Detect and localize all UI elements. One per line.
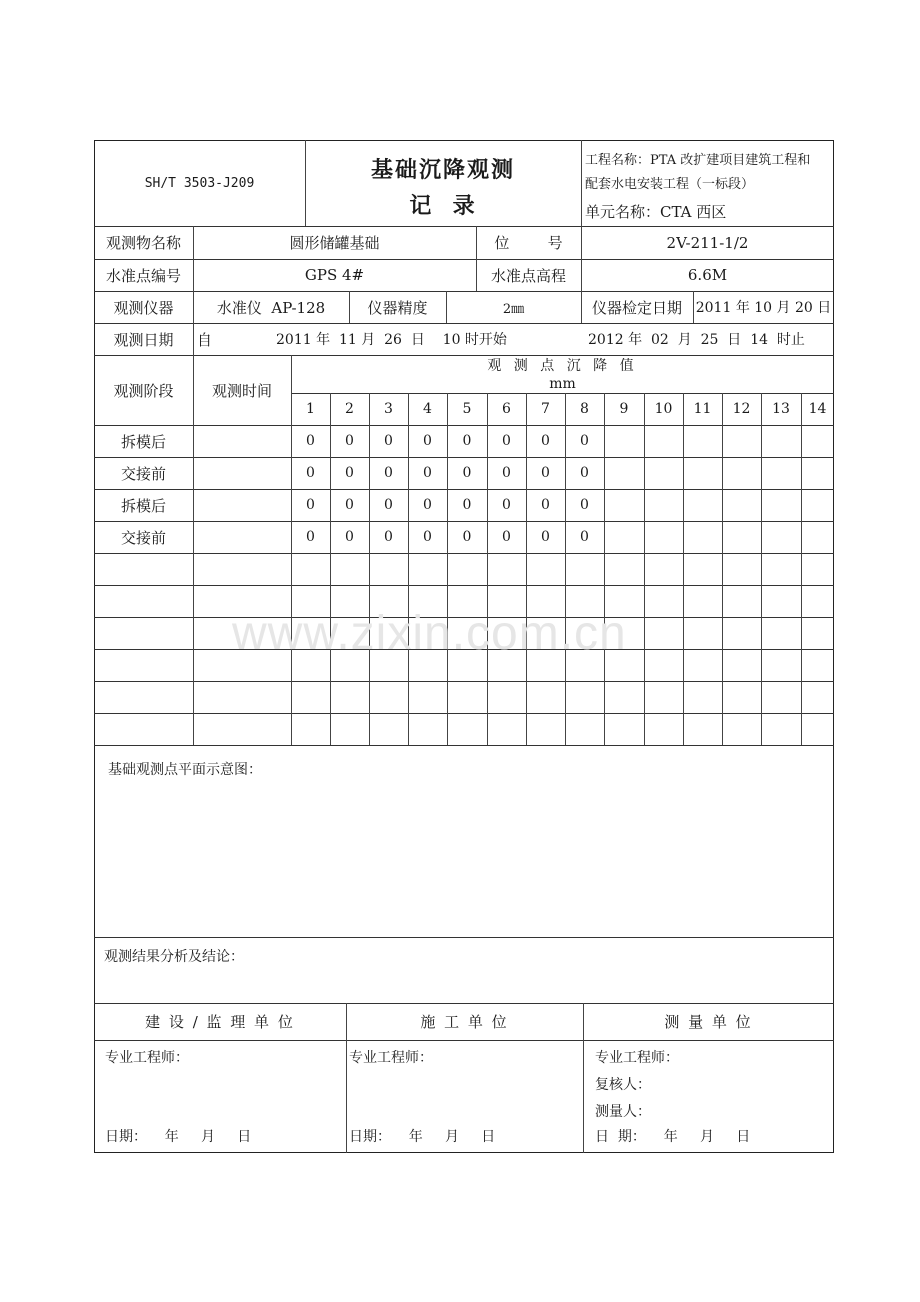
settlement-value-cell[interactable] [565, 713, 604, 745]
settlement-value-cell[interactable] [722, 617, 761, 649]
sketch-label: 基础观测点平面示意图： [108, 762, 262, 778]
settlement-value-cell[interactable] [722, 713, 761, 745]
time-cell[interactable] [193, 425, 291, 457]
point-number-header: 6 [502, 401, 511, 417]
settlement-value-cell[interactable]: 0 [502, 497, 511, 513]
settlement-value-cell[interactable]: 0 [541, 497, 550, 513]
settlement-value-cell[interactable] [604, 489, 644, 521]
settlement-value-cell[interactable] [565, 681, 604, 713]
settlement-value-cell[interactable] [761, 553, 801, 585]
settlement-value-cell[interactable]: 0 [384, 497, 393, 513]
settlement-value-cell[interactable] [330, 585, 369, 617]
row-divider [94, 745, 834, 746]
settlement-value-cell[interactable]: 0 [462, 433, 472, 449]
settlement-value-cell[interactable] [644, 425, 683, 457]
settlement-value-cell[interactable] [447, 649, 487, 681]
settlement-value-cell[interactable] [761, 617, 801, 649]
settlement-value-cell[interactable] [487, 553, 526, 585]
settlement-value-cell[interactable] [644, 521, 683, 553]
settlement-value-cell[interactable] [447, 585, 487, 617]
settlement-value-cell[interactable] [722, 521, 761, 553]
position-label: 位 号 [494, 234, 563, 252]
settlement-value-cell[interactable] [683, 457, 722, 489]
client-engineer-label: 专业工程师： [105, 1050, 189, 1066]
row-divider [94, 937, 834, 938]
unit-label: mm [549, 376, 576, 392]
settlement-value-cell[interactable] [447, 713, 487, 745]
settlement-value-cell[interactable] [487, 713, 526, 745]
settlement-value-cell[interactable]: 0 [345, 497, 354, 513]
settlement-value-cell[interactable] [291, 553, 330, 585]
settlement-value-cell[interactable] [761, 457, 801, 489]
values-header: 观 测 点 沉 降 值 [487, 358, 638, 374]
settlement-value-cell[interactable] [761, 425, 801, 457]
stage-cell[interactable]: 交接前 [120, 464, 166, 483]
form-title-line2: 记 录 [409, 192, 477, 219]
settlement-value-cell[interactable] [604, 681, 644, 713]
form-title: 基础沉降观测 [370, 156, 515, 183]
settlement-value-cell[interactable]: 0 [306, 433, 315, 449]
time-cell[interactable] [193, 681, 291, 713]
settlement-value-cell[interactable] [683, 553, 722, 585]
settlement-value-cell[interactable]: 0 [384, 465, 393, 481]
settlement-value-cell[interactable] [683, 585, 722, 617]
elevation-label: 水准点高程 [490, 266, 566, 285]
client-date-label: 日期： 年 月 日 [105, 1129, 252, 1145]
settlement-value-cell[interactable] [604, 617, 644, 649]
settlement-value-cell[interactable] [644, 585, 683, 617]
settlement-value-cell[interactable] [604, 521, 644, 553]
calibration-label: 仪器检定日期 [591, 298, 682, 317]
settlement-value-cell[interactable] [604, 457, 644, 489]
settlement-value-cell[interactable] [761, 649, 801, 681]
settlement-value-cell[interactable]: 0 [462, 497, 472, 513]
date-end: 2012 年 02 月 25 日 14 时止 [588, 332, 805, 348]
reviewer-label: 复核人： [595, 1077, 651, 1093]
analysis-area[interactable] [96, 970, 832, 1002]
point-number-header: 13 [772, 401, 790, 417]
calibration-value: 2011 年 10 月 20 日 [695, 300, 832, 316]
settlement-value-cell[interactable] [408, 681, 447, 713]
settlement-value-cell[interactable] [291, 649, 330, 681]
settlement-value-cell[interactable] [408, 617, 447, 649]
time-cell[interactable] [193, 521, 291, 553]
object-value: 圆形储罐基础 [289, 234, 380, 252]
instrument-label: 观测仪器 [113, 298, 174, 317]
settlement-value-cell[interactable] [526, 553, 565, 585]
settlement-value-cell[interactable] [801, 457, 834, 489]
settlement-value-cell[interactable] [801, 617, 834, 649]
settlement-value-cell[interactable]: 0 [306, 497, 315, 513]
point-number-header: 5 [462, 401, 472, 417]
stage-cell[interactable] [94, 713, 193, 745]
point-number-header: 10 [654, 401, 673, 417]
settlement-value-cell[interactable]: 0 [541, 433, 550, 449]
settlement-value-cell[interactable] [722, 553, 761, 585]
settlement-value-cell[interactable] [447, 617, 487, 649]
settlement-value-cell[interactable] [330, 617, 369, 649]
settlement-value-cell[interactable]: 0 [345, 433, 354, 449]
settlement-value-cell[interactable] [526, 681, 565, 713]
sketch-area[interactable] [96, 784, 832, 934]
settlement-value-cell[interactable]: 0 [580, 529, 589, 545]
settlement-value-cell[interactable] [683, 681, 722, 713]
time-cell[interactable] [193, 457, 291, 489]
settlement-value-cell[interactable] [604, 425, 644, 457]
settlement-value-cell[interactable] [761, 521, 801, 553]
settlement-value-cell[interactable]: 0 [384, 433, 393, 449]
settlement-value-cell[interactable]: 0 [345, 529, 354, 545]
settlement-value-cell[interactable]: 0 [423, 497, 432, 513]
settlement-value-cell[interactable]: 0 [423, 465, 432, 481]
settlement-value-cell[interactable] [526, 617, 565, 649]
settlement-value-cell[interactable] [369, 617, 408, 649]
settlement-value-cell[interactable] [369, 553, 408, 585]
precision-label: 仪器精度 [367, 298, 428, 317]
stage-header: 观测阶段 [113, 381, 174, 400]
stage-cell[interactable] [94, 681, 193, 713]
precision-value: 2㎜ [502, 301, 525, 317]
settlement-value-cell[interactable] [565, 617, 604, 649]
settlement-value-cell[interactable] [330, 681, 369, 713]
settlement-value-cell[interactable]: 0 [306, 465, 315, 481]
settlement-value-cell[interactable] [761, 585, 801, 617]
point-number-header: 1 [306, 401, 315, 417]
time-cell[interactable] [193, 713, 291, 745]
client-supervisor-header: 建 设 / 监 理 单 位 [145, 1013, 295, 1031]
point-number-header: 12 [732, 401, 751, 417]
stage-cell[interactable] [94, 553, 193, 585]
settlement-value-cell[interactable] [487, 649, 526, 681]
settlement-value-cell[interactable] [369, 649, 408, 681]
settlement-value-cell[interactable] [330, 713, 369, 745]
settlement-value-cell[interactable] [604, 585, 644, 617]
stage-cell[interactable] [94, 585, 193, 617]
settlement-value-cell[interactable] [801, 553, 834, 585]
settlement-value-cell[interactable] [408, 713, 447, 745]
row-divider [94, 1040, 834, 1041]
project-name-continued: 配套水电安装工程（一标段） [585, 176, 755, 192]
settlement-value-cell[interactable] [722, 649, 761, 681]
point-number-header: 14 [808, 401, 827, 417]
contractor-header: 施 工 单 位 [420, 1013, 509, 1031]
settlement-value-cell[interactable] [722, 681, 761, 713]
settlement-value-cell[interactable] [447, 681, 487, 713]
survey-engineer-label: 专业工程师： [595, 1050, 679, 1066]
time-cell[interactable] [193, 585, 291, 617]
instrument-value: 水准仪 AP-128 [216, 298, 326, 317]
settlement-value-cell[interactable] [369, 585, 408, 617]
date-start: 2011 年 11 月 26 日 10 时开始 [276, 332, 507, 348]
settlement-value-cell[interactable]: 0 [345, 465, 354, 481]
surveyor-label: 测量人： [595, 1104, 651, 1120]
settlement-value-cell[interactable] [722, 585, 761, 617]
settlement-value-cell[interactable] [644, 649, 683, 681]
settlement-value-cell[interactable] [644, 617, 683, 649]
settlement-value-cell[interactable] [683, 617, 722, 649]
settlement-value-cell[interactable] [565, 649, 604, 681]
point-number-header: 2 [345, 401, 354, 417]
settlement-value-cell[interactable]: 0 [541, 529, 550, 545]
settlement-value-cell[interactable] [291, 585, 330, 617]
settlement-value-cell[interactable]: 0 [384, 529, 393, 545]
settlement-value-cell[interactable]: 0 [580, 465, 589, 481]
object-label: 观测物名称 [105, 234, 181, 252]
settlement-value-cell[interactable]: 0 [462, 465, 472, 481]
settlement-value-cell[interactable]: 0 [580, 433, 589, 449]
position-value: 2V-211-1/2 [666, 233, 749, 252]
settlement-value-cell[interactable]: 0 [580, 497, 589, 513]
time-cell[interactable] [193, 617, 291, 649]
settlement-value-cell[interactable] [761, 489, 801, 521]
settlement-value-cell[interactable] [683, 649, 722, 681]
settlement-value-cell[interactable] [604, 553, 644, 585]
settlement-value-cell[interactable] [330, 649, 369, 681]
settlement-value-cell[interactable] [369, 713, 408, 745]
point-number-header: 9 [619, 401, 629, 417]
settlement-value-cell[interactable] [291, 617, 330, 649]
settlement-value-cell[interactable] [683, 713, 722, 745]
settlement-value-cell[interactable] [565, 553, 604, 585]
settlement-value-cell[interactable]: 0 [462, 529, 472, 545]
settlement-value-cell[interactable] [526, 649, 565, 681]
settlement-value-cell[interactable] [487, 617, 526, 649]
settlement-value-cell[interactable] [801, 521, 834, 553]
benchmark-value: GPS 4# [304, 266, 365, 284]
time-cell[interactable] [193, 489, 291, 521]
settlement-value-cell[interactable] [644, 489, 683, 521]
settlement-value-cell[interactable] [408, 585, 447, 617]
point-number-header: 8 [580, 401, 589, 417]
settlement-value-cell[interactable]: 0 [502, 529, 511, 545]
date-from: 自 [197, 330, 213, 349]
date-label: 观测日期 [113, 330, 174, 349]
settlement-value-cell[interactable] [644, 553, 683, 585]
stage-cell[interactable]: 交接前 [120, 528, 166, 547]
elevation-value: 6.6M [687, 266, 728, 284]
settlement-value-cell[interactable]: 0 [423, 529, 432, 545]
settlement-value-cell[interactable] [604, 649, 644, 681]
time-cell[interactable] [193, 553, 291, 585]
settlement-value-cell[interactable]: 0 [502, 433, 511, 449]
settlement-value-cell[interactable] [761, 713, 801, 745]
settlement-value-cell[interactable] [722, 489, 761, 521]
settlement-value-cell[interactable] [801, 425, 834, 457]
settlement-value-cell[interactable] [644, 681, 683, 713]
standard-code: SH/T 3503-J209 [144, 175, 255, 191]
settlement-value-cell[interactable] [761, 681, 801, 713]
settlement-value-cell[interactable] [291, 713, 330, 745]
settlement-value-cell[interactable] [722, 425, 761, 457]
settlement-value-cell[interactable] [565, 585, 604, 617]
settlement-value-cell[interactable] [369, 681, 408, 713]
survey-date-label: 日 期： 年 月 日 [595, 1129, 751, 1145]
contractor-engineer-label: 专业工程师： [349, 1050, 433, 1066]
settlement-value-cell[interactable] [447, 553, 487, 585]
survey-unit-header: 测 量 单 位 [664, 1013, 753, 1031]
settlement-value-cell[interactable] [801, 681, 834, 713]
point-number-header: 7 [541, 401, 550, 417]
stage-cell[interactable] [94, 649, 193, 681]
settlement-value-cell[interactable] [526, 585, 565, 617]
settlement-value-cell[interactable] [683, 521, 722, 553]
time-cell[interactable] [193, 649, 291, 681]
settlement-value-cell[interactable] [408, 649, 447, 681]
settlement-value-cell[interactable] [683, 489, 722, 521]
settlement-value-cell[interactable] [644, 457, 683, 489]
settlement-value-cell[interactable] [487, 585, 526, 617]
analysis-label: 观测结果分析及结论： [104, 949, 244, 965]
settlement-value-cell[interactable] [408, 553, 447, 585]
benchmark-label: 水准点编号 [105, 266, 181, 285]
settlement-value-cell[interactable]: 0 [541, 465, 550, 481]
contractor-date-label: 日期： 年 月 日 [349, 1129, 496, 1145]
point-number-header: 4 [423, 401, 432, 417]
project-name: 工程名称：PTA 改扩建项目建筑工程和 [585, 152, 811, 168]
settlement-value-cell[interactable] [801, 713, 834, 745]
settlement-value-cell[interactable] [722, 457, 761, 489]
col-divider [581, 140, 582, 226]
settlement-value-cell[interactable] [801, 489, 834, 521]
settlement-value-cell[interactable] [644, 713, 683, 745]
settlement-value-cell[interactable] [604, 713, 644, 745]
watermark: www.zixin.com.cn [232, 607, 627, 660]
time-header: 观测时间 [211, 381, 272, 400]
stage-cell[interactable] [94, 617, 193, 649]
point-number-header: 11 [693, 401, 712, 417]
unit-name: 单元名称：CTA 西区 [585, 202, 727, 221]
stage-cell[interactable]: 拆模后 [120, 496, 166, 515]
settlement-value-cell[interactable]: 0 [306, 529, 315, 545]
settlement-value-cell[interactable] [683, 425, 722, 457]
settlement-value-cell[interactable] [330, 553, 369, 585]
stage-cell[interactable]: 拆模后 [120, 432, 166, 451]
settlement-value-cell[interactable] [291, 681, 330, 713]
point-number-header: 3 [384, 401, 393, 417]
settlement-value-cell[interactable] [487, 681, 526, 713]
settlement-value-cell[interactable]: 0 [423, 433, 432, 449]
settlement-value-cell[interactable] [801, 585, 834, 617]
settlement-value-cell[interactable] [526, 713, 565, 745]
settlement-value-cell[interactable] [801, 649, 834, 681]
settlement-value-cell[interactable]: 0 [502, 465, 511, 481]
